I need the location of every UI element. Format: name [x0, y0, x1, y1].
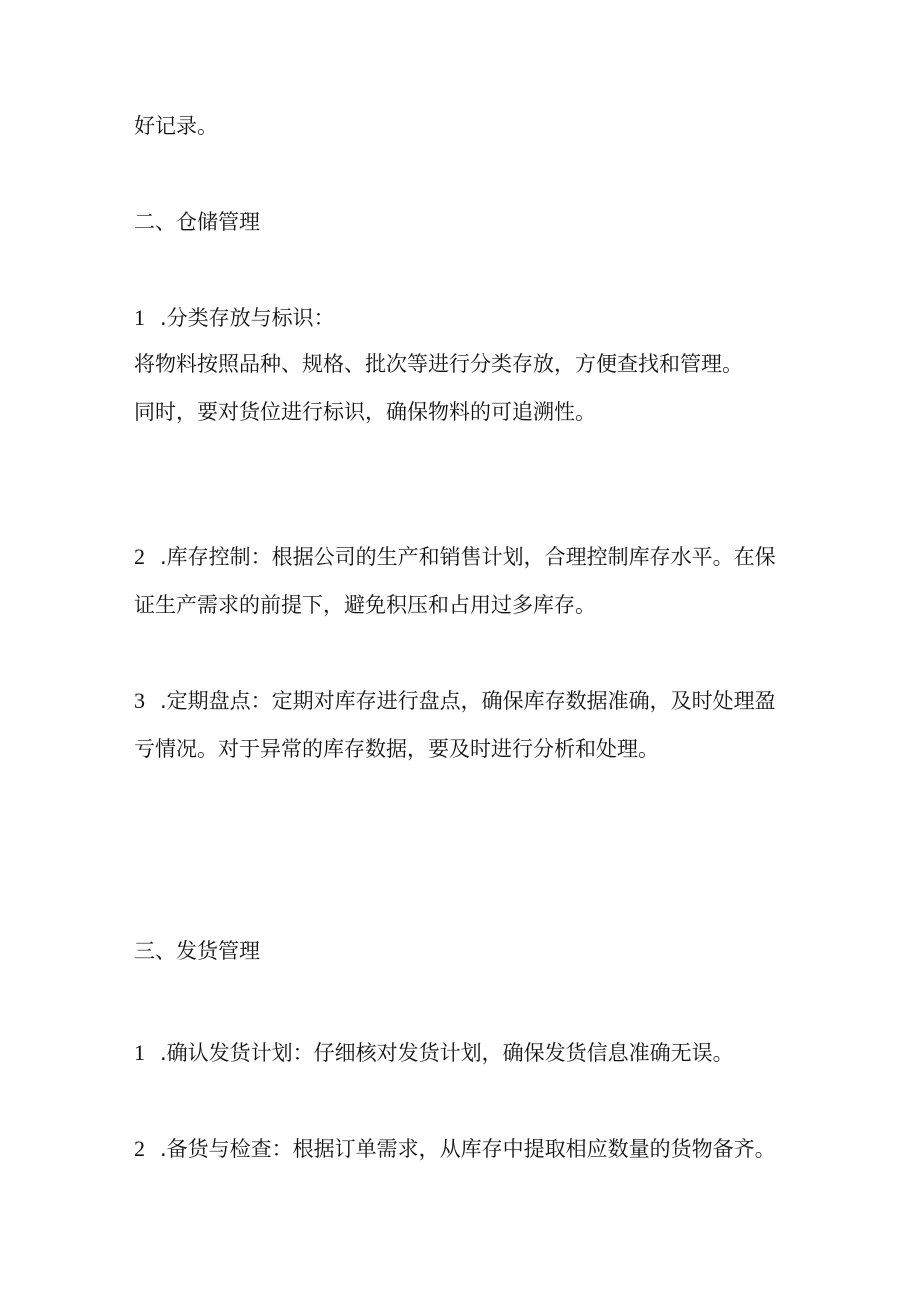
list-item-2-line [134, 543, 776, 571]
list-item-1-title [134, 304, 335, 332]
list-item-text: .库存控制：根据公司的生产和销售计划，合理控制库存水平。在保 [160, 545, 776, 569]
list-item-1-line [134, 1039, 734, 1067]
paragraph-line: 亏情况。对于异常的库存数据，要及时进行分析和处理。 [134, 737, 659, 761]
list-item-number: 2 [134, 1136, 145, 1161]
list-item-number: 1 [134, 1040, 145, 1065]
continued-paragraph-line: 好记录。 [134, 114, 218, 138]
paragraph-line: 证生产需求的前提下，避免积压和占用过多库存。 [134, 593, 596, 617]
list-item-number: 1 [134, 305, 145, 330]
list-item-text: .备货与检查：根据订单需求，从库存中提取相应数量的货物备齐。 [160, 1137, 776, 1161]
list-item-text: .分类存放与标识： [160, 306, 335, 330]
paragraph-line: 将物料按照品种、规格、批次等进行分类存放，方便查找和管理。 [134, 352, 743, 376]
list-item-number: 2 [134, 544, 145, 569]
section-heading-storage: 二、仓储管理 [134, 210, 260, 234]
paragraph-line: 同时，要对货位进行标识，确保物料的可追溯性。 [134, 400, 596, 424]
list-item-text: .确认发货计划：仔细核对发货计划，确保发货信息准确无误。 [160, 1041, 734, 1065]
list-item-number: 3 [134, 688, 145, 713]
list-item-3-line [134, 687, 776, 715]
list-item-2-line [134, 1135, 776, 1163]
list-item-text: .定期盘点：定期对库存进行盘点，确保库存数据准确，及时处理盈 [160, 689, 776, 713]
section-heading-shipping: 三、发货管理 [134, 939, 260, 963]
